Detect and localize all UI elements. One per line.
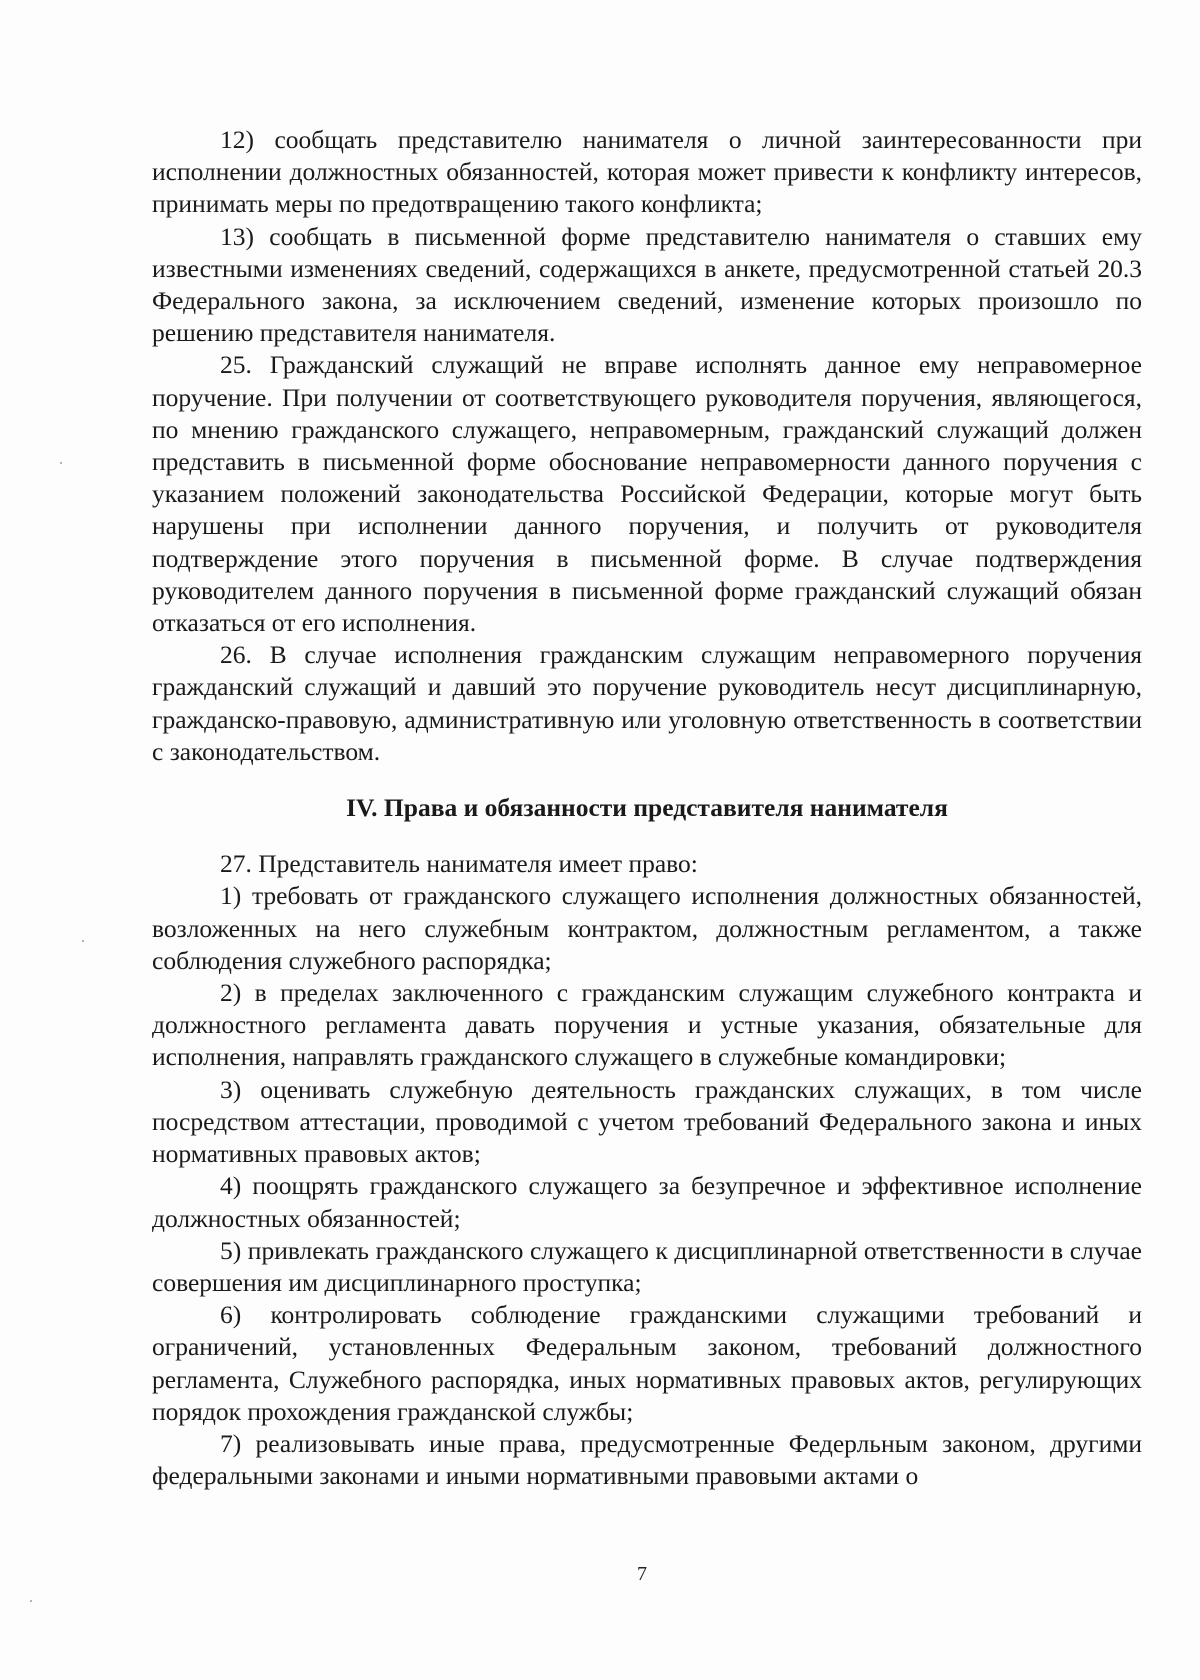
scan-speck — [30, 1600, 32, 1602]
document-body — [152, 124, 1142, 1492]
page-number: 7 — [637, 1563, 647, 1585]
paragraph-right-5: 5) привлекать гражданского служащего к дисциплинарной ответственности в случае совершения им дисциплинарного проступка; — [152, 1235, 1142, 1297]
paragraph-right-2: 2) в пределах заключенного с гражданским служащим служебного контракта и должностного регламента давать поручения и устные указания, обязательные для исполнения, направлять гражданского служащего в служебные командировки; — [152, 978, 1142, 1072]
scan-speck — [82, 940, 84, 942]
paragraph-clause-27: 27. Представитель нанимателя имеет право: — [220, 849, 698, 879]
paragraph-item-12: 12) сообщать представителю нанимателя о личной заинтересованности при исполнении должностных обязанностей, которая может привести к конфликту интересов, принимать меры по предотвращению такого конфликта; — [152, 125, 1142, 219]
paragraph-item-13: 13) сообщать в письменной форме представителю нанимателя о ставших ему известными изменениях сведений, содержащихся в анкете, предусмотренной статьей 20.3 Федерального закона, за исключением сведений, изменение которых произошло по решению представителя нанимателя. — [152, 221, 1142, 348]
paragraph-right-3: 3) оценивать служебную деятельность гражданских служащих, в том числе посредством аттестации, проводимой с учетом требований Федерального закона и иных нормативных правовых актов; — [152, 1074, 1142, 1169]
paragraph-clause-25: 25. Гражданский служащий не вправе исполнять данное ему неправомерное поручение. При получении от соответствующего руководителя поручения, являющегося, по мнению гражданского служащего, неправомерным, гражданский служащий должен представить в письменной форме обоснование неправомерности данного поручения с указанием положений законодательства Российской Федерации, которые могут быть нарушены при исполнении данного поручения, и получить от руководителя подтверждение этого поручения в письменной форме. В случае подтверждения руководителем данного поручения в письменной форме гражданский служащий обязан отказаться от его исполнения. — [152, 350, 1142, 638]
scan-speck — [60, 462, 62, 464]
paragraph-right-1: 1) требовать от гражданского служащего исполнения должностных обязанностей, возложенных на него служебным контрактом, должностным регламентом, а также соблюдения служебного распорядка; — [152, 881, 1142, 975]
paragraph-right-4: 4) поощрять гражданского служащего за безупречное и эффективное исполнение должностных обязанностей; — [152, 1171, 1142, 1233]
section-heading: IV. Права и обязанности представителя нанимателя — [346, 793, 948, 823]
paragraph-right-7: 7) реализовывать иные права, предусмотренные Федерльным законом, другими федеральными законами и иными нормативными правовыми актами о — [152, 1428, 1142, 1491]
paragraph-clause-26: 26. В случае исполнения гражданским служащим неправомерного поручения гражданский служащий и давший это поручение руководитель несут дисциплинарную, гражданско-правовую, административную или уголовную ответственность в соответствии с законодательством. — [152, 640, 1142, 766]
paragraph-right-6: 6) контролировать соблюдение гражданскими служащими требований и ограничений, установленных Федеральным законом, требований должностного регламента, Служебного распорядка, иных нормативных правовых актов, регулирующих порядок прохождения гражданской службы; — [152, 1300, 1142, 1426]
